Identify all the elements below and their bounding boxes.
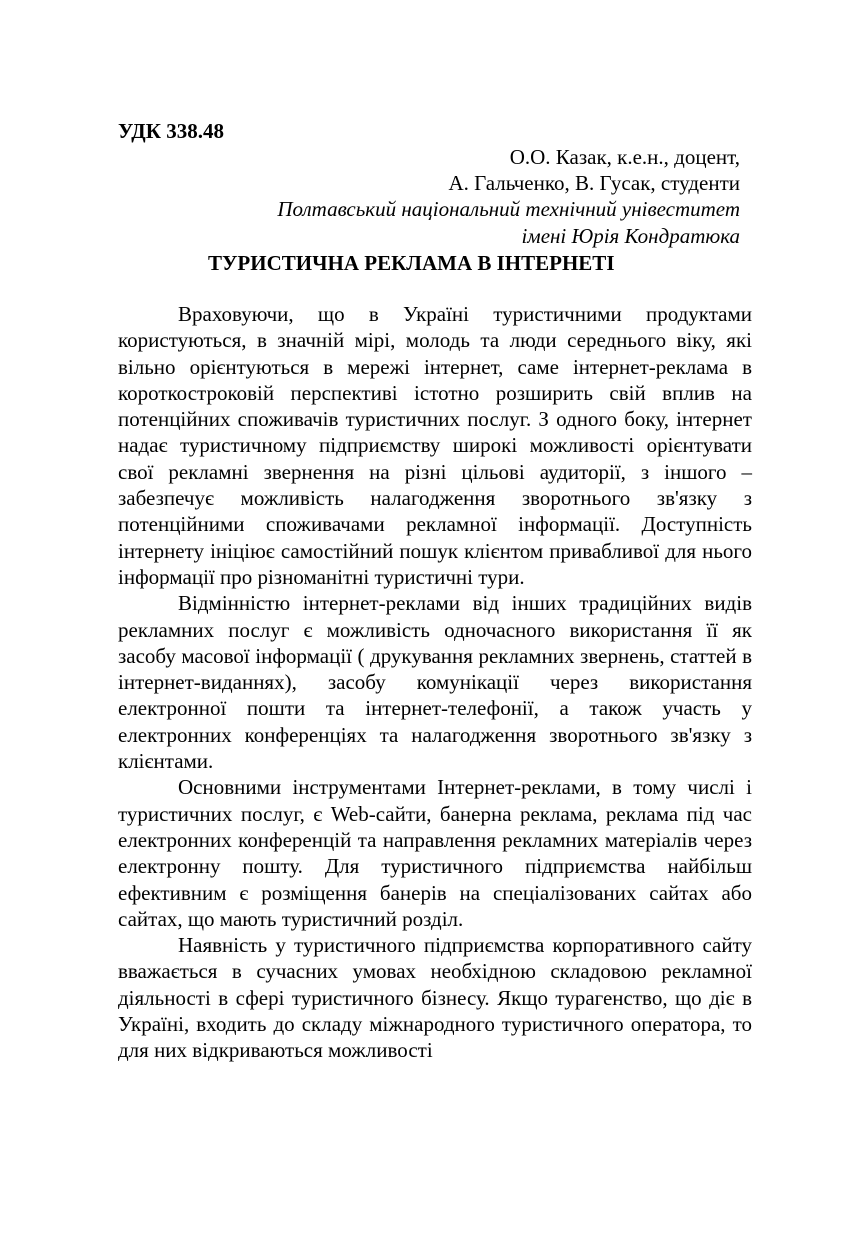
article-title: ТУРИСТИЧНА РЕКЛАМА В ІНТЕРНЕТІ xyxy=(208,251,615,275)
paragraph-1: Враховуючи, що в Україні туристичними продуктами користуються, в значній мірі, молодь та люди середнього віку, які вільно орієнтуються в мережі інтернет, саме інтернет-реклама в короткостроковій перспективі істотно розширить свій вплив на потенційних споживачів туристичних послуг. З одного боку, інтернет надає туристичному підприємству широкі можливості орієнтувати свої рекламні звернення на різні цільові аудиторії, з іншого – забезпечує можливість налагодження зворотнього зв'язку з потенційними споживачами рекламної інформації. Доступність інтернету ініціює самостійний пошук клієнтом привабливої для нього інформації про різноманітні туристичні тури. xyxy=(118,302,752,589)
article-body xyxy=(118,301,752,1064)
affiliation-line-2: імені Юрія Кондратюка xyxy=(521,224,740,248)
paragraph-3: Основними інструментами Інтернет-реклами, в тому числі і туристичних послуг, є Web-сайти, банерна реклама, реклама під час електронних конференцій та направлення рекламних матеріалів через електронну пошту. Для туристичного підприємства найбільш ефективним є розміщення банерів на спеціалізованих сайтах або сайтах, що мають туристичний розділ. xyxy=(118,775,752,931)
affiliation-line-1: Полтавський національний технічний унівеститет xyxy=(277,197,740,221)
author-line-2: А. Гальченко, В. Гусак, студенти xyxy=(448,171,740,195)
author-line-1: О.О. Казак, к.е.н., доцент, xyxy=(509,145,740,169)
document-page xyxy=(118,118,752,1064)
udk-code: УДК 338.48 xyxy=(118,119,224,143)
paragraph-2: Відмінністю інтернет-реклами від інших традиційних видів рекламних послуг є можливість одночасного використання її як засобу масової інформації ( друкування рекламних звернень, статтей в інтернет-виданнях), засобу комунікації через використання електронної пошти та інтернет-телефонії, а також участь у електронних конференціях та налагодження зворотнього зв'язку з клієнтами. xyxy=(118,591,752,774)
paragraph-4: Наявність у туристичного підприємства корпоративного сайту вважається в сучасних умовах необхідною складовою рекламної діяльності в сфері туристичного бізнесу. Якщо турагенство, що діє в Україні, входить до складу міжнародного туристичного оператора, то для них відкриваються можливості xyxy=(118,933,752,1063)
